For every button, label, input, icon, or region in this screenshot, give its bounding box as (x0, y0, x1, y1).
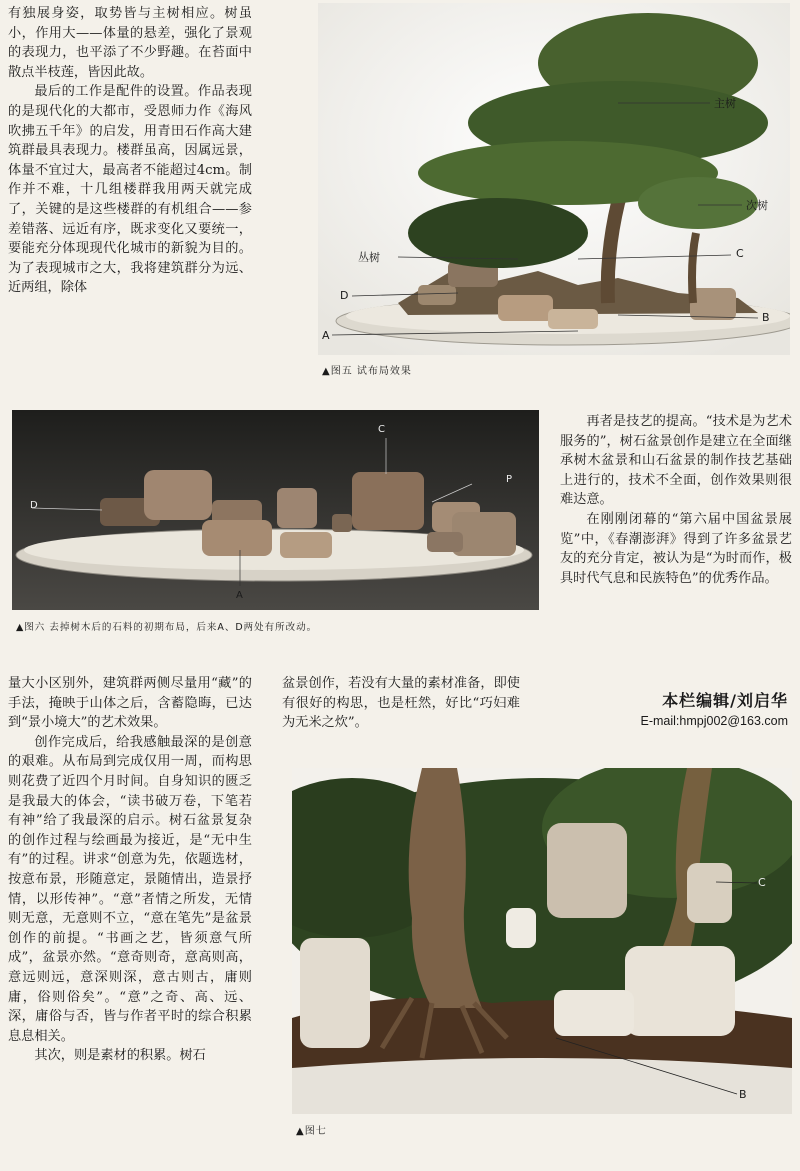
paragraph: 最后的工作是配件的设置。作品表现的是现代化的大都市，受恩师力作《海风吹拂五千年》的启发，用青田石作高大建筑群最具表现力。楼群虽高，因属远景，体量不宜过大，最高者不能超过4cm。制作并不难，十几组楼群我用两天就完成了，关键的是这些楼群的有机组合——参差错落、远近有序，既求变化又要统一，要能充分体现现代化城市的新貌为目的。为了表现城市之大，我将建筑群分为远、近两组，除体 (8, 84, 252, 296)
figure-6-caption: ▲图六 去掉树木后的石料的初期布局，后来A、D两处有所改动。 (16, 622, 318, 633)
label-d: D (340, 289, 349, 302)
paragraph: 有独展身姿，取势皆与主树相应。树虽小，作用大——体量的悬差，强化了景观的表现力，也平添了不少野趣。在苔面中散点半枝莲，皆因此故。 (8, 6, 252, 80)
figure-7-caption: ▲图七 (296, 1126, 327, 1137)
column-bottom-mid (282, 674, 520, 733)
paragraph: 量大小区别外，建筑群两侧尽量用“藏”的手法，掩映于山体之后，含蓄隐晦，已达到“景小境大”的艺术效果。 (8, 676, 252, 731)
figure-6-photo (12, 410, 539, 610)
figure-7-illustration (292, 768, 792, 1114)
label-b: B (762, 311, 770, 324)
label-d: D (30, 500, 38, 511)
column-bottom-left (8, 674, 252, 1066)
paragraph: 创作完成后，给我感触最深的是创意的艰难。从布局到完成仅用一周，而构思则花费了近四个月时间。自身知识的匮乏是我最大的体会，“读书破万卷，下笔若有神”给了我最深的启示。树石盆景复杂的创作过程与绘画最为接近，是“无中生有”的过程。讲求“创意为先，依题选材，按意布景，形随意定，景随情出，造景抒情，以形传神”。“意”者情之所发，无情则无意，无意则不立，“意在笔先”是盆景创作的前提。“书画之艺，皆须意气所成”，盆景亦然。“意奇则奇，意高则高，意远则远，意深则深，意古则古，庸则庸，俗则俗矣”。“意”之奇、高、远、深，庸俗与否，皆与作者平时的综合积累息息相关。 (8, 734, 252, 1044)
label-main-tree: 主树 (714, 97, 736, 110)
editor-name: 本栏编辑/刘启华 (662, 691, 788, 710)
paragraph: 再者是技艺的提高。“技术是为艺术服务的”，树石盆景创作是建立在全面继承树木盆景和山石盆景的制作技艺基础上进行的，技术不全面，创作效果则很难达意。 (560, 414, 792, 508)
editor-email: E-mail:hmpj002@163.com (640, 714, 788, 728)
label-cluster-tree: 丛树 (358, 251, 380, 264)
column-top-left (8, 4, 252, 298)
editor-credit (641, 688, 788, 728)
label-p: P (506, 474, 513, 485)
figure-5-photo (318, 3, 790, 355)
label-a: A (236, 590, 243, 601)
paragraph: 其次，则是素材的积累。树石 (34, 1048, 206, 1064)
figure-5-caption: ▲图五 试布局效果 (322, 366, 412, 377)
label-c: C (378, 424, 385, 435)
label-c: C (758, 876, 766, 889)
paragraph: 盆景创作，若没有大量的素材准备，即使有很好的构思，也是枉然，好比“巧妇难为无米之炊”。 (282, 676, 520, 731)
figure-6-illustration (12, 410, 539, 610)
column-mid-right (560, 412, 792, 588)
figure-5-illustration (318, 3, 790, 355)
paragraph: 在刚刚闭幕的“第六届中国盆景展览”中，《春潮澎湃》得到了许多盆景艺友的充分肯定，被认为是“为时而作，极具时代气息和民族特色”的优秀作品。 (560, 511, 792, 586)
label-b: B (739, 1088, 747, 1101)
label-c: C (736, 247, 744, 260)
label-second-tree: 次树 (746, 199, 768, 212)
figure-7-photo (292, 768, 792, 1114)
label-a: A (322, 329, 330, 342)
